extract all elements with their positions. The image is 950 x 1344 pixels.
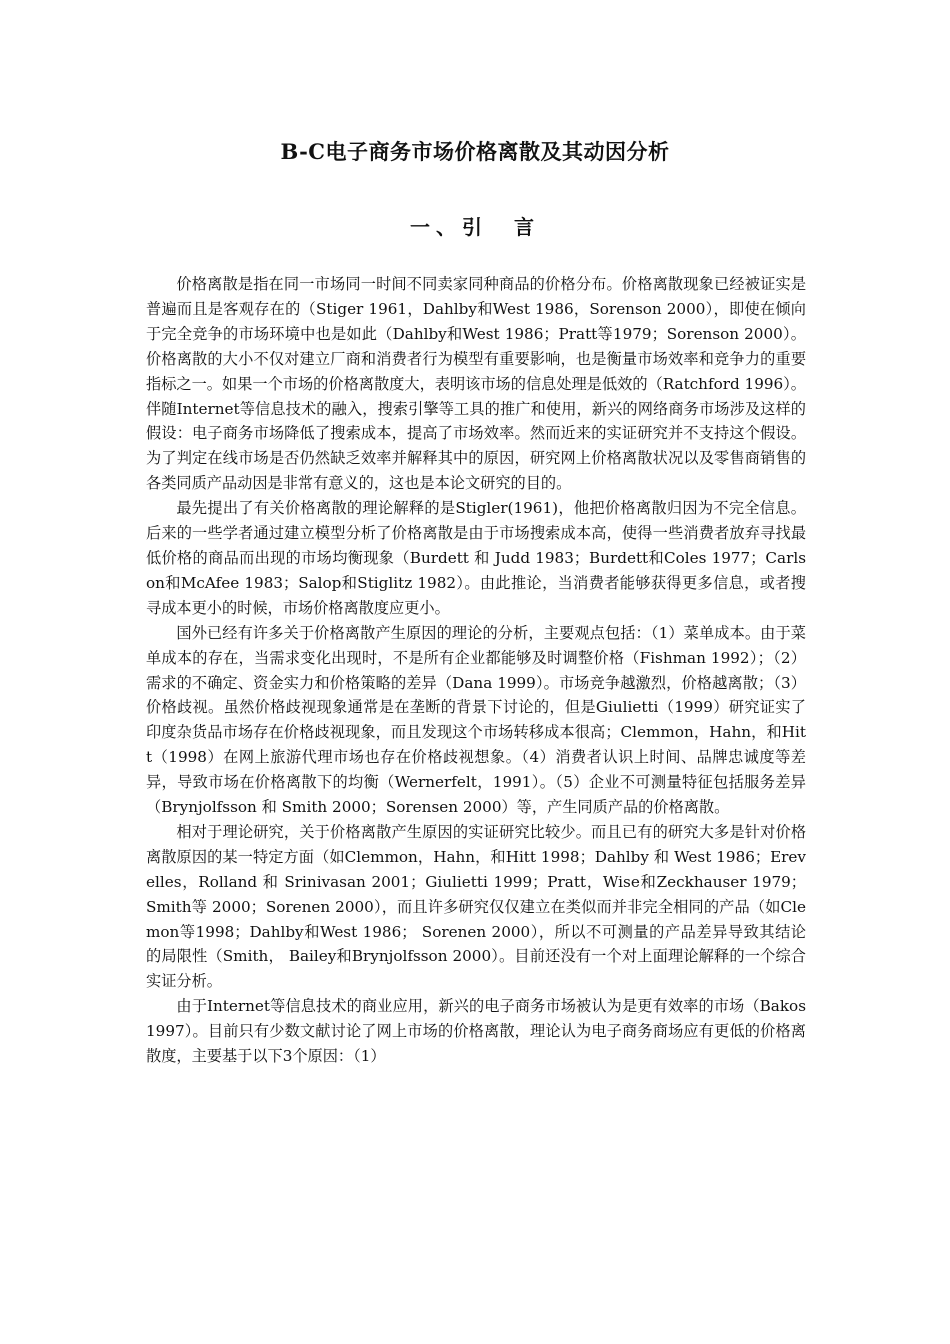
section-heading: 一、引 言	[410, 215, 540, 239]
paragraph: 价格离散是指在同一市场同一时间不同卖家同种商品的价格分布。价格离散现象已经被证实是普遍而且是客观存在的（Stiger 1961，Dahlby和West 1986，Sorenson 2000），即使在倾向于完全竞争的市场环境中也是如此（Dahlby和West 1986；Pratt等1979；Sorenson 2000）。价格离散的大小不仅对建立厂商和消费者行为模型有重要影响，也是衡量市场效率和竞争力的重要指标之一。如果一个市场的价格离散度大，表明该市场的信息处理是低效的（Ratchford 1996）。伴随Internet等信息技术的融入，搜索引擎等工具的推广和使用，新兴的网络商务市场涉及这样的假设：电子商务市场降低了搜索成本，提高了市场效率。然而近来的实证研究并不支持这个假设。为了判定在线市场是否仍然缺乏效率并解释其中的原因，研究网上价格离散状况以及零售商销售的各类同质产品动因是非常有意义的，这也是本论文研究的目的。	[146, 275, 806, 493]
body-text	[146, 272, 806, 1069]
paragraph: 相对于理论研究，关于价格离散产生原因的实证研究比较少。而且已有的研究大多是针对价格离散原因的某一特定方面（如Clemmon，Hahn，和Hitt 1998；Dahlby 和 West 1986；Erevelles，Rolland 和 Srinivasan 2001；Giulietti 1999；Pratt，Wise和Zeckhauser 1979；Smith等 2000；Sorenen 2000），而且许多研究仅仅建立在类似而并非完全相同的产品（如Clemon等1998；Dahlby和West 1986； Sorenen 2000），所以不可测量的产品差异导致其结论的局限性（Smith， Bailey和Brynjolfsson 2000）。目前还没有一个对上面理论解释的一个综合实证分析。	[146, 822, 806, 991]
paragraph: 最先提出了有关价格离散的理论解释的是Stigler(1961)，他把价格离散归因为不完全信息。后来的一些学者通过建立模型分析了价格离散是由于市场搜索成本高，使得一些消费者放弃寻找最低价格的商品而出现的市场均衡现象（Burdett 和 Judd 1983；Burdett和Coles 1977；Carlson和McAfee 1983；Salop和Stiglitz 1982）。由此推论，当消费者能够获得更多信息，或者搜寻成本更小的时候，市场价格离散度应更小。	[146, 499, 806, 617]
paragraph: 国外已经有许多关于价格离散产生原因的理论的分析，主要观点包括：（1）菜单成本。由于菜单成本的存在，当需求变化出现时，不是所有企业都能够及时调整价格（Fishman 1992）；（2）需求的不确定、资金实力和价格策略的差异（Dana 1999）。市场竞争越激烈，价格越离散；（3）价格歧视。虽然价格歧视现象通常是在垄断的背景下讨论的，但是Giulietti（1999）研究证实了印度杂货品市场存在价格歧视现象，而且发现这个市场转移成本很高；Clemmon，Hahn，和Hitt（1998）在网上旅游代理市场也存在价格歧视想象。（4）消费者认识上时间、品牌忠诚度等差异，导致市场在价格离散下的均衡（Wernerfelt，1991）。（5）企业不可测量特征包括服务差异（Brynjolfsson 和 Smith 2000；Sorensen 2000）等，产生同质产品的价格离散。	[146, 623, 806, 817]
document-title: B-C电子商务市场价格离散及其动因分析	[280, 139, 670, 164]
paragraph: 由于Internet等信息技术的商业应用，新兴的电子商务市场被认为是更有效率的市场（Bakos 1997）。目前只有少数文献讨论了网上市场的价格离散，理论认为电子商务商场应有更低的价格离散度，主要基于以下3个原因：（1）	[146, 997, 806, 1066]
